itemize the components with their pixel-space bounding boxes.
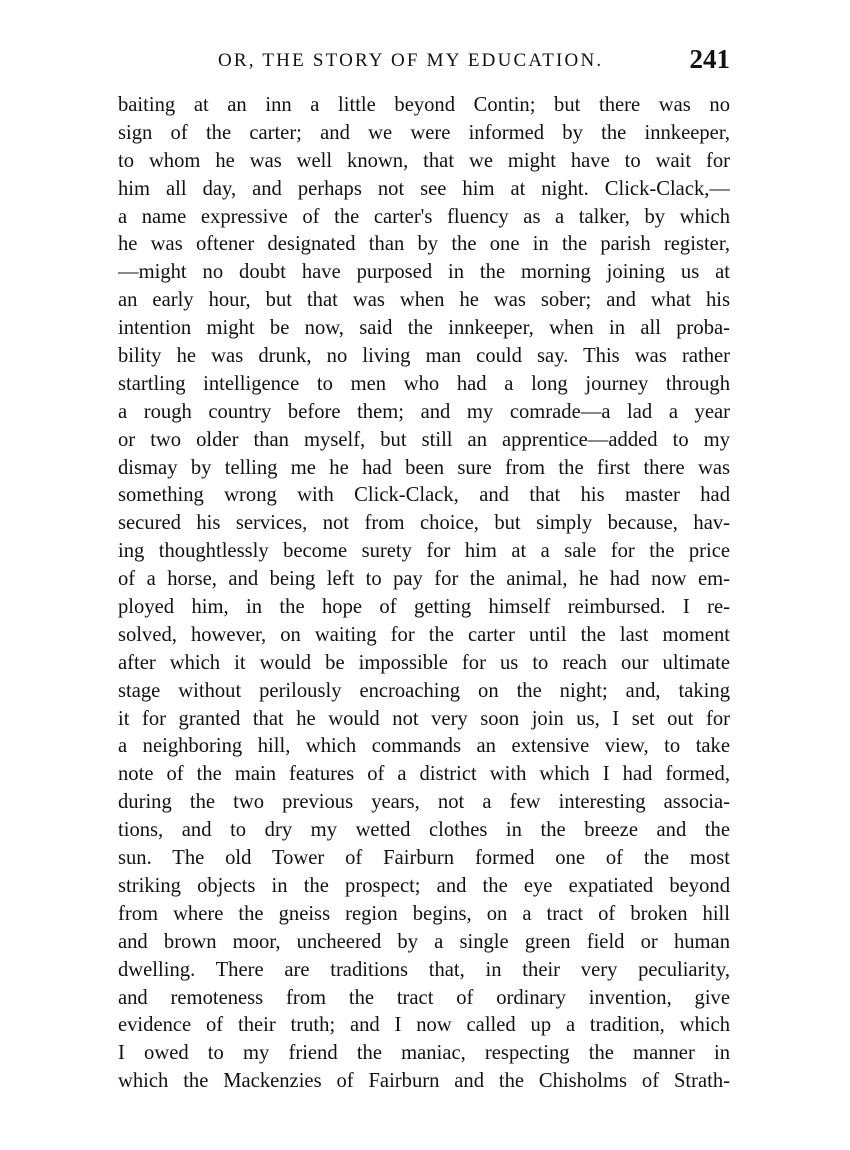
text-line: something wrong with Click-Clack, and that his master had bbox=[118, 484, 730, 507]
text-line: a neighboring hill, which commands an extensive view, to take bbox=[118, 735, 730, 758]
text-line: evidence of their truth; and I now called up a tradition, which bbox=[118, 1014, 730, 1037]
page-number: 241 bbox=[689, 44, 730, 74]
text-line: during the two previous years, not a few interesting associa- bbox=[118, 791, 730, 814]
text-line: from where the gneiss region begins, on a tract of broken hill bbox=[118, 902, 730, 925]
text-line: —might no doubt have purposed in the morning joining us at bbox=[118, 261, 730, 284]
text-line: after which it would be impossible for us to reach our ultimate bbox=[118, 651, 730, 674]
running-title: OR, THE STORY OF MY EDUCATION. bbox=[218, 50, 604, 71]
text-line: ing thoughtlessly become surety for him at a sale for the price bbox=[118, 540, 730, 563]
text-line: intention might be now, said the innkeeper, when in all proba- bbox=[118, 317, 730, 340]
text-line: bility he was drunk, no living man could say. This was rather bbox=[118, 345, 730, 368]
text-line: note of the main features of a district with which I had formed, bbox=[118, 763, 730, 786]
text-line: dwelling. There are traditions that, in their very peculiarity, bbox=[118, 958, 730, 981]
text-line: an early hour, but that was when he was sober; and what his bbox=[118, 289, 730, 312]
text-line: which the Mackenzies of Fairburn and the Chisholms of Strath- bbox=[118, 1070, 730, 1093]
running-head bbox=[118, 42, 730, 82]
text-line: dismay by telling me he had been sure from the first there was bbox=[118, 456, 730, 479]
text-line: I owed to my friend the maniac, respecting the manner in bbox=[118, 1042, 730, 1065]
text-line: sign of the carter; and we were informed by the innkeeper, bbox=[118, 121, 730, 144]
text-line: secured his services, not from choice, but simply because, hav- bbox=[118, 512, 730, 535]
text-line: it for granted that he would not very soon join us, I set out for bbox=[118, 707, 730, 730]
text-line: he was oftener designated than by the one in the parish register, bbox=[118, 233, 730, 256]
text-line: him all day, and perhaps not see him at night. Click-Clack,— bbox=[118, 177, 730, 200]
text-line: or two older than myself, but still an apprentice—added to my bbox=[118, 428, 730, 451]
text-line: and brown moor, uncheered by a single green field or human bbox=[118, 930, 730, 953]
text-line: solved, however, on waiting for the carter until the last moment bbox=[118, 623, 730, 646]
text-line: ployed him, in the hope of getting himself reimbursed. I re- bbox=[118, 596, 730, 619]
text-line: a rough country before them; and my comrade—a lad a year bbox=[118, 400, 730, 423]
text-line: stage without perilously encroaching on the night; and, taking bbox=[118, 679, 730, 702]
text-line: of a horse, and being left to pay for the animal, he had now em- bbox=[118, 568, 730, 591]
text-line: a name expressive of the carter's fluency as a talker, by which bbox=[118, 205, 730, 228]
text-line: to whom he was well known, that we might have to wait for bbox=[118, 149, 730, 172]
text-line: baiting at an inn a little beyond Contin; but there was no bbox=[118, 94, 730, 116]
text-line: sun. The old Tower of Fairburn formed one of the most bbox=[118, 847, 730, 870]
text-line: striking objects in the prospect; and the eye expatiated beyond bbox=[118, 874, 730, 897]
body-text bbox=[118, 92, 730, 1096]
text-line: startling intelligence to men who had a long journey through bbox=[118, 372, 730, 395]
text-line: and remoteness from the tract of ordinary invention, give bbox=[118, 986, 730, 1009]
text-line: tions, and to dry my wetted clothes in the breeze and the bbox=[118, 819, 730, 842]
